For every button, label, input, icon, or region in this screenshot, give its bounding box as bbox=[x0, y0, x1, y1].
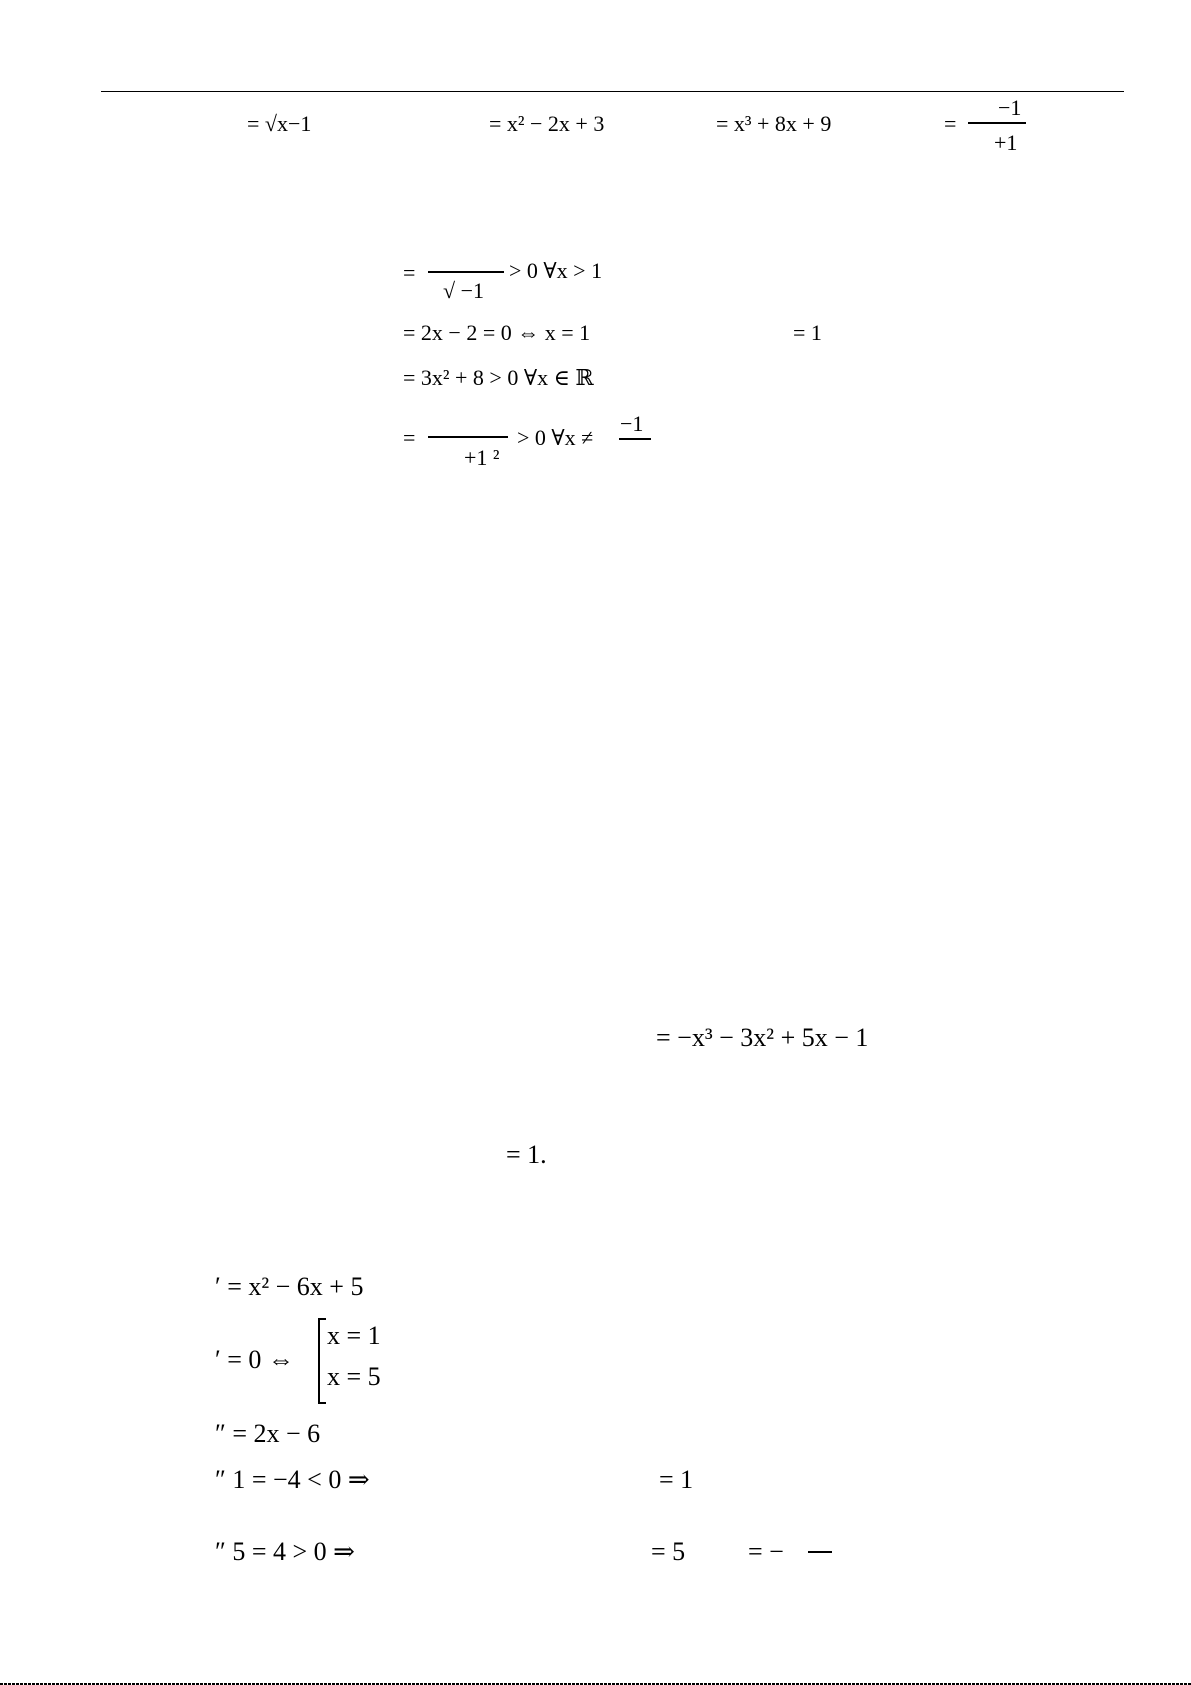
derivative-4-condition: > 0 ∀x ≠ bbox=[517, 425, 594, 450]
header-rule bbox=[101, 91, 1124, 92]
derivative-2: = 2x − 2 = 0 ⇔ x = 1 bbox=[403, 320, 591, 345]
derivative-4-fraction-bar bbox=[428, 436, 508, 438]
function-2: = x² − 2x + 3 bbox=[489, 111, 605, 136]
problem-function: = −x³ − 3x² + 5x − 1 bbox=[656, 1023, 869, 1052]
solution-line-5-point: = 5 bbox=[651, 1537, 686, 1566]
derivative-2-result: = 1 bbox=[793, 320, 822, 345]
solution-line-5: ″ 5 = 4 > 0 ⇒ bbox=[215, 1537, 355, 1566]
function-3: = x³ + 8x + 9 bbox=[716, 111, 832, 136]
derivative-4-right-numerator: −1 bbox=[620, 411, 644, 436]
solution-line-5-fraction-bar bbox=[808, 1551, 832, 1553]
derivative-1-condition: > 0 ∀x > 1 bbox=[509, 258, 603, 283]
derivative-4-equals: = bbox=[403, 425, 416, 450]
solution-line-4: ″ 1 = −4 < 0 ⇒ bbox=[215, 1465, 370, 1494]
solution-line-2: ′ = 0 ⇔ bbox=[215, 1345, 294, 1374]
function-1: = √x−1 bbox=[247, 111, 312, 136]
derivative-1-denominator: √ −1 bbox=[443, 278, 484, 303]
function-4-denominator: +1 bbox=[994, 130, 1018, 155]
derivative-3: = 3x² + 8 > 0 ∀x ∈ ℝ bbox=[403, 365, 594, 390]
case-2: x = 5 bbox=[327, 1362, 381, 1391]
derivative-4-denominator: +1 ² bbox=[464, 445, 500, 470]
function-4-numerator: −1 bbox=[998, 95, 1022, 120]
derivative-1-equals: = bbox=[403, 260, 416, 285]
solution-line-4-result: = 1 bbox=[659, 1465, 694, 1494]
derivative-1-fraction-bar bbox=[428, 271, 504, 273]
derivative-4-right-fraction-bar bbox=[619, 438, 651, 440]
solution-line-1: ′ = x² − 6x + 5 bbox=[215, 1272, 364, 1301]
solution-line-5-value: = − bbox=[748, 1537, 784, 1566]
function-4-equals: = bbox=[944, 111, 957, 136]
solution-line-3: ″ = 2x − 6 bbox=[215, 1419, 321, 1448]
function-4-fraction-bar bbox=[968, 122, 1026, 124]
problem-point: = 1. bbox=[506, 1140, 547, 1169]
case-1: x = 1 bbox=[327, 1321, 381, 1350]
case-bracket bbox=[318, 1318, 326, 1404]
